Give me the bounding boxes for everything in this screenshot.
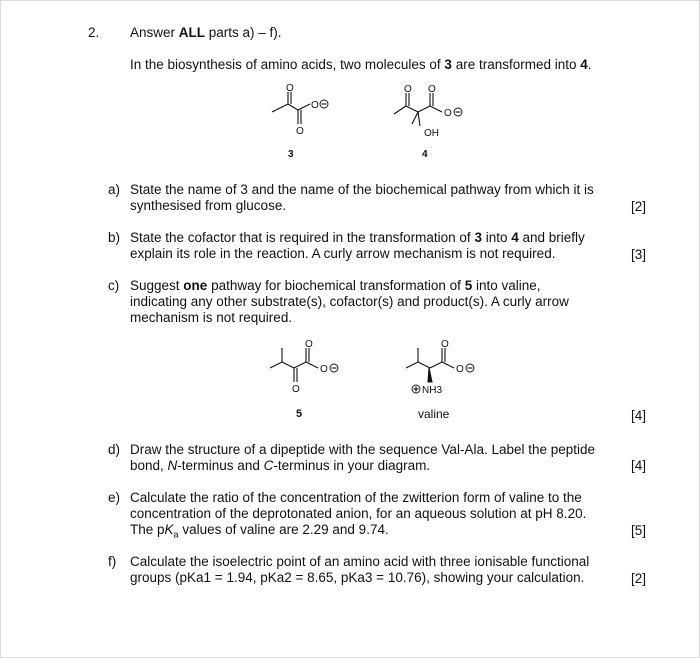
negative-charge-icon xyxy=(330,364,338,372)
part-f-label: f) xyxy=(108,554,117,569)
instruction: Answer ALL parts a) – f). xyxy=(130,25,282,40)
atom-oh: OH xyxy=(424,128,439,139)
label-valine: valine xyxy=(418,407,450,421)
part-a-line1: State the name of 3 and the name of the biochemical pathway from which it is xyxy=(130,182,594,197)
part-b-line1: State the cofactor that is required in the transformation of 3 into 4 and briefly xyxy=(130,230,585,245)
part-e-line3: The $pK_a$ values of valine are 2.29 and 9.74. xyxy=(130,522,389,540)
structure-3-pyruvate xyxy=(260,84,340,144)
positive-charge-icon xyxy=(412,385,420,393)
question-stem: In the biosynthesis of amino acids, two molecules of 3 are transformed into 4. xyxy=(130,57,592,72)
atom-o: O xyxy=(292,384,300,395)
part-e-marks: [5] xyxy=(630,523,646,538)
structure-valine xyxy=(398,338,498,400)
part-e-line1: Calculate the ratio of the concentration of the zwitterion form of valine to the xyxy=(130,490,582,505)
part-f-marks: [2] xyxy=(630,571,646,586)
part-f-line2: groups (pKa1 = 1.94, pKa2 = 8.65, pKa3 = 10.76), showing your calculation. xyxy=(130,570,585,585)
part-d-line2: bond, N-terminus and C-terminus in your diagram. xyxy=(130,458,431,473)
atom-o: O xyxy=(456,364,464,375)
label-compound-3: 3 xyxy=(288,149,294,160)
part-c-line3: mechanism is not required. xyxy=(130,310,293,325)
part-e-label: e) xyxy=(108,490,121,505)
part-b-marks: [3] xyxy=(630,247,646,262)
negative-charge-icon xyxy=(454,108,462,116)
atom-o: O xyxy=(296,126,304,137)
part-d-label: d) xyxy=(108,442,121,457)
part-f-line1: Calculate the isoelectric point of an amino acid with three ionisable functional xyxy=(130,554,590,569)
atom-o: O xyxy=(404,84,412,95)
part-a-marks: [2] xyxy=(630,199,646,214)
atom-o: O xyxy=(441,339,449,350)
structure-4-acetolactate xyxy=(384,84,494,146)
label-compound-5: 5 xyxy=(296,408,303,420)
part-d-marks: [4] xyxy=(630,458,646,473)
atom-o: O xyxy=(305,339,313,350)
question-number: 2. xyxy=(88,25,100,40)
atom-o: O xyxy=(320,364,328,375)
atom-o: O xyxy=(444,108,452,119)
part-c-marks: [4] xyxy=(630,408,646,423)
atom-o: O xyxy=(428,84,436,95)
atom-nh3: NH3 xyxy=(422,385,443,396)
negative-charge-icon xyxy=(466,364,474,372)
part-d-line1: Draw the structure of a dipeptide with the sequence Val-Ala. Label the peptide xyxy=(130,442,596,457)
part-b-line2: explain its role in the reaction. A curly arrow mechanism is not required. xyxy=(130,246,556,261)
part-b-label: b) xyxy=(108,230,121,245)
part-c-line2: indicating any other substrate(s), cofactor(s) and product(s). A curly arrow xyxy=(130,294,569,309)
label-compound-4: 4 xyxy=(422,149,428,160)
part-c-label: c) xyxy=(108,278,120,293)
part-a-label: a) xyxy=(108,182,121,197)
part-a-line2: synthesised from glucose. xyxy=(130,198,287,213)
negative-charge-icon xyxy=(320,100,328,108)
part-e-line2: concentration of the deprotonated anion, for an aqueous solution at pH 8.20. xyxy=(130,506,587,521)
atom-o: O xyxy=(311,100,319,111)
structure-5 xyxy=(262,338,362,400)
part-c-line1: Suggest one pathway for biochemical transformation of 5 into valine, xyxy=(130,278,541,293)
atom-o: O xyxy=(286,83,294,94)
